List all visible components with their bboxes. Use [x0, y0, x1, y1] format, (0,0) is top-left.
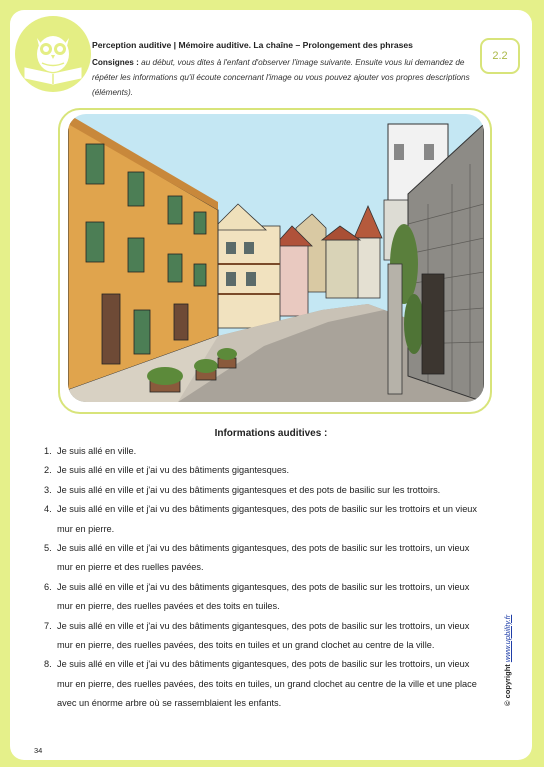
section-title: Informations auditives :: [214, 428, 328, 439]
sentence-list: [36, 442, 486, 714]
list-item: 2. Je suis allé en ville et j'ai vu des bâtiments gigantesques.: [44, 465, 290, 476]
instructions-label: Consignes :: [92, 58, 139, 67]
list-item: 1. Je suis allé en ville.: [44, 446, 137, 456]
copyright-notice: [503, 615, 512, 706]
list-item: 6. Je suis allé en ville et j'ai vu des bâtiments gigantesques, des pots de basilic sur les trottoirs, un vieux mur en pierre, des ruelles pavées et des toits en tuiles.: [44, 581, 470, 612]
list-item: 8. Je suis allé en ville et j'ai vu des bâtiments gigantesques, des pots de basilic sur les trottoirs, un vieux mur en pierre, des ruelles pavées, des toits en tuiles, un grand clochet au centre de la ville et une place avec un énorme arbre où se rassemblaient les enfants.: [44, 659, 477, 709]
instructions: [92, 55, 482, 100]
copyright-label: © copyright: [503, 664, 512, 706]
list-item: 3. Je suis allé en ville et j'ai vu des bâtiments gigantesques et des pots de basilic sur les trottoirs.: [44, 484, 441, 495]
instructions-text: au début, vous dites à l'enfant d'observer l'image suivante. Ensuite vous lui demandez de répéter les informations qu'il écoute concernant l'image ou vous pouvez ajouter vos propres descriptions (éléments).: [92, 58, 470, 97]
village-street-illustration: [68, 114, 484, 402]
list-item: 5. Je suis allé en ville et j'ai vu des bâtiments gigantesques, des pots de basilic sur les trottoirs, un vieux mur en pierre et des ruelles pavées.: [44, 543, 470, 573]
exercise-title: Perception auditive | Mémoire auditive. La chaîne – Prolongement des phrases: [92, 40, 413, 50]
list-item: 7. Je suis allé en ville et j'ai vu des bâtiments gigantesques, des pots de basilic sur les trottoirs, un vieux mur en pierre, des ruelles pavées, des toits en tuiles et un grand clochet au centre de la ville.: [44, 620, 470, 651]
page-number: 34: [34, 746, 43, 755]
worksheet-page: [10, 10, 532, 760]
exercise-number-badge: 2.2: [480, 38, 520, 74]
owl-logo-icon: [15, 16, 91, 92]
list-item: 4. Je suis allé en ville et j'ai vu des bâtiments gigantesques, des pots de basilic sur les trottoirs et un vieux mur en pierre.: [44, 504, 478, 534]
copyright-link[interactable]: www.upbility.fr: [503, 614, 512, 663]
